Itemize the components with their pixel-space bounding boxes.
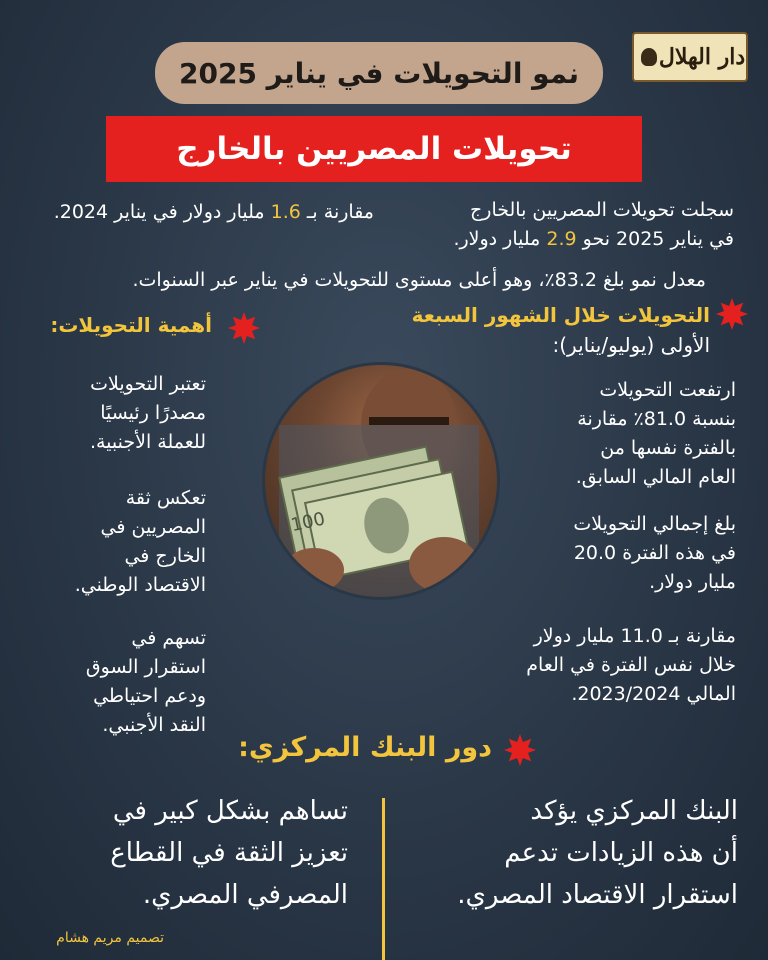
intro-highlight-2-9: 2.9: [546, 228, 577, 250]
main-title-banner: [106, 116, 642, 182]
importance-p2: تعكس ثقة المصريين في الخارج في الاقتصاد الوطني.: [74, 487, 206, 596]
importance-p1: تعتبر التحويلات مصدرًا رئيسيًا للعملة الأجنبية.: [89, 373, 206, 453]
central-bank-left: تساهم بشكل كبير في تعزيز الثقة في القطاع المصرفي المصري.: [110, 796, 348, 910]
central-bank-right: البنك المركزي يؤكد أن هذه الزيادات تدعم استقرار الاقتصاد المصري.: [457, 796, 738, 910]
burst-icon: [716, 298, 748, 330]
intro-right-line1: سجلت تحويلات المصريين بالخارج: [470, 199, 734, 221]
intro-right: [394, 196, 734, 254]
seven-months-p3: مقارنة بـ 11.0 مليار دولار خلال نفس الفترة في العام المالي 2023/2024.: [526, 625, 736, 705]
money-illustration: [262, 365, 497, 600]
importance-p3: تسهم في استقرار السوق ودعم احتياطي النقد الأجنبي.: [85, 627, 206, 736]
seven-months-p1: ارتفعت التحويلات بنسبة 81.0٪ مقارنة بالفترة نفسها من العام المالي السابق.: [575, 379, 736, 488]
growth-line: معدل نمو بلغ 83.2٪، وهو أعلى مستوى للتحويلات في يناير عبر السنوات.: [132, 269, 706, 291]
intro-highlight-1-6: 1.6: [270, 201, 301, 223]
top-title: نمو التحويلات في يناير 2025: [179, 56, 580, 90]
seven-months-p2: بلغ إجمالي التحويلات في هذه الفترة 20.0 مليار دولار.: [573, 513, 736, 593]
photo-man-counting-dollars: [262, 362, 500, 600]
vertical-divider: [382, 798, 385, 960]
svg-text:100: 100: [289, 508, 328, 537]
dar-al-hilal-logo: [632, 32, 748, 82]
logo-face-icon: [639, 46, 659, 68]
logo-text: دار الهلال: [658, 44, 746, 70]
central-bank-heading: دور البنك المركزي:: [238, 732, 492, 763]
intro-right-line2: في يناير 2025 نحو 2.9 مليار دولار.: [453, 228, 734, 250]
burst-icon: [228, 312, 260, 344]
designer-credit: تصميم مريم هشام: [56, 930, 164, 946]
intro-left: مقارنة بـ 1.6 مليار دولار في يناير 2024.: [53, 201, 374, 223]
burst-icon: [504, 734, 536, 766]
seven-months-heading: التحويلات خلال الشهور السبعة الأولى (يوليو/يناير):: [411, 303, 710, 357]
top-title-banner: [155, 42, 603, 104]
importance-heading: أهمية التحويلات:: [50, 313, 212, 337]
main-title: تحويلات المصريين بالخارج: [176, 131, 572, 167]
